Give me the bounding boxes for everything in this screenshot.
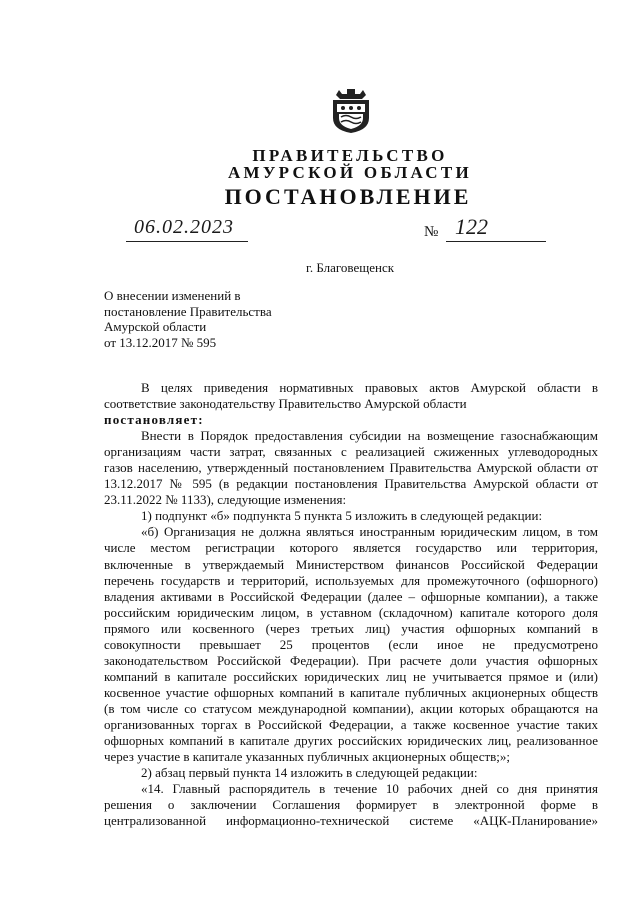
body-line: 23.11.2022 № 1133), следующие изменения: [104, 492, 347, 508]
body-line: организованных торгах в Российской Федерации, а также косвенное участие таких [104, 716, 598, 732]
body-line: числе местом регистрации которого является государство или территория, [104, 540, 598, 556]
body-line: соответствие законодательству Правительство Амурской области [104, 396, 467, 412]
body-line: включенные в утверждаемый Министерством финансов Российской Федерации [104, 556, 598, 572]
resolves-keyword: постановляет: [104, 412, 204, 428]
body-line: газов населению, утвержденный постановлением Правительства Амурской области от [104, 460, 598, 476]
body-line: В целях приведения нормативных правовых актов Амурской области в [141, 380, 598, 395]
subject-line: постановление Правительства [104, 303, 272, 319]
city-name: г. Благовещенск [305, 260, 395, 275]
number-label: № [424, 224, 439, 240]
body-line: «14. Главный распорядитель в течение 10 рабочих дней со дня принятия [141, 781, 598, 797]
body-line: «б) Организация не должна являться иностранным юридическим лицом, в том [141, 524, 598, 540]
body-line: Внести в Порядок предоставления субсидии на возмещение газоснабжающим [141, 428, 598, 444]
body-line: 2) абзац первый пункта 14 изложить в следующей редакции: [141, 765, 478, 781]
body-line: перечень государств и территорий, используемых для промежуточного (офшорного) [104, 572, 598, 588]
body-line: косвенное участие офшорных компаний в капитале публичных акционерных обществ [104, 684, 598, 700]
org-name-line2: АМУРСКОЙ ОБЛАСТИ [227, 163, 473, 182]
body-line: совокупности превышает 25 процентов (если иное не предусмотрено [104, 636, 598, 652]
coat-of-arms-icon [329, 88, 373, 134]
subject-line: О внесении изменений в [104, 288, 241, 303]
body-line: 13.12.2017 № 595 (в редакции постановления Правительства Амурской области от [104, 476, 598, 492]
document-body [104, 380, 598, 829]
body-line: (в том числе со статусом международной компании), акции которых обращаются на [104, 700, 598, 716]
body-line: владения активами в Российской Федерации (далее – офшорные компании), а также [104, 588, 598, 604]
body-line: законодательством Российской Федерации). При расчете доли участия офшорных [104, 652, 598, 668]
document-subject [104, 288, 272, 351]
document-type: ПОСТАНОВЛЕНИЕ [224, 184, 472, 209]
body-line: решения о заключении Соглашения формирует в электронной форме в [104, 797, 598, 813]
org-name-line1: ПРАВИТЕЛЬСТВО [252, 146, 448, 165]
subject-line: от 13.12.2017 № 595 [104, 335, 217, 351]
body-line: через участие в капитале указанных публичных акционерных обществ;»; [104, 749, 511, 765]
body-line: прямого или косвенного (через третьих лиц) участия офшорных компаний в [104, 620, 598, 636]
body-line: офшорных компаний в капитале других российских юридических лиц, реализованное [104, 733, 598, 749]
body-line: российским юридическим лицом, в уставном (складочном) капитале которого доля [104, 604, 598, 620]
handwritten-date: 06.02.2023 [134, 216, 234, 238]
subject-line: Амурской области [104, 319, 207, 335]
body-line: 1) подпункт «б» подпункта 5 пункта 5 изложить в следующей редакции: [141, 508, 543, 524]
body-line: компаний в капитале российских юридических лиц не учитывается прямое и (или) [104, 668, 598, 684]
body-line: централизованной информационно-технической системе «АЦК-Планирование» [104, 813, 598, 829]
body-line: организациям части затрат, связанных с реализацией сжиженных углеводородных [104, 444, 598, 460]
handwritten-number: 122 [455, 214, 488, 239]
